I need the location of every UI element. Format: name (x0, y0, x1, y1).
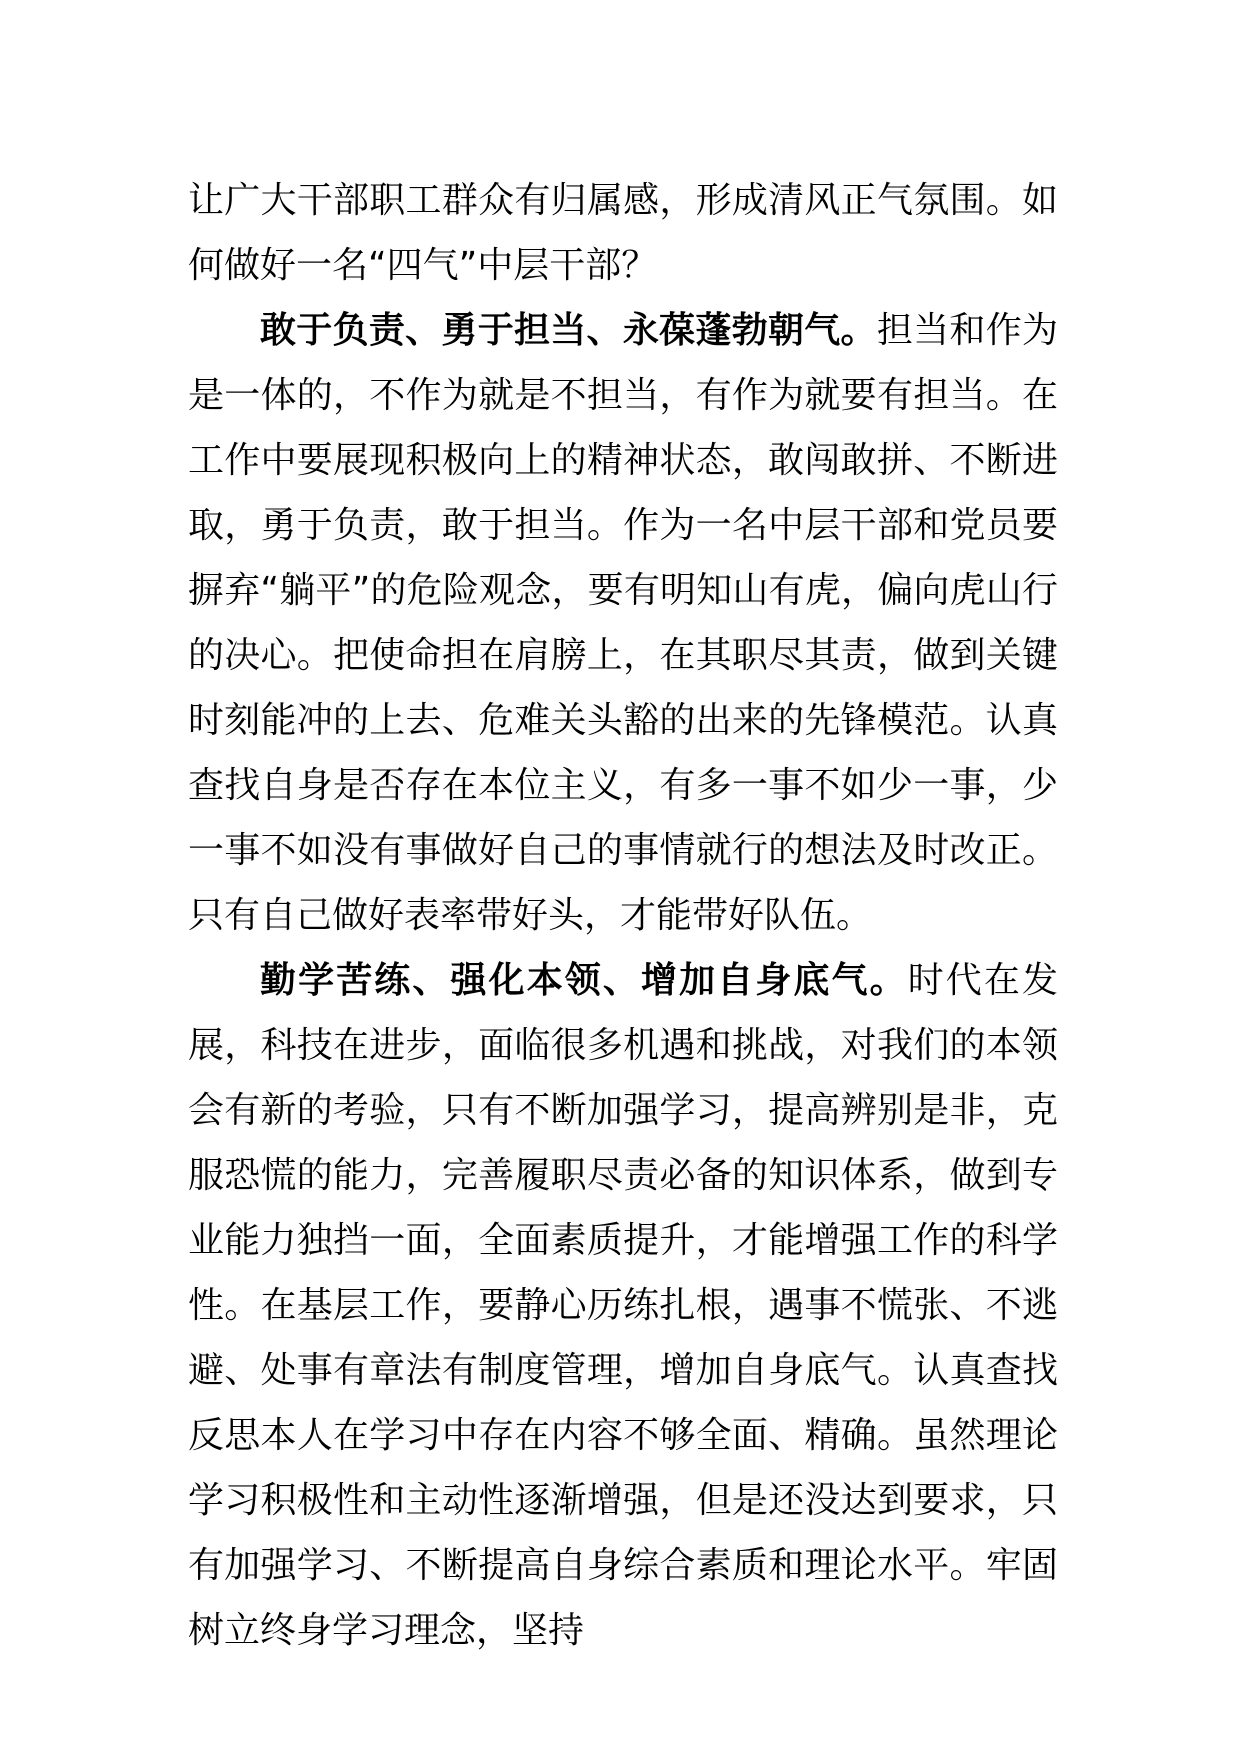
paragraph-heading: 敢于负责、勇于担当、永葆蓬勃朝气。 (260, 310, 877, 351)
paragraph-heading: 勤学苦练、强化本领、增加自身底气。 (260, 960, 908, 1001)
paragraph-text: 担当和作为是一体的，不作为就是不担当，有作为就要有担当。在工作中要展现积极向上的精神状态，敢闯敢拼、不断进取，勇于负责，敢于担当。作为一名中层干部和党员要摒弃“躺平”的危险观念，要有明知山有虎，偏向虎山行的决心。把使命担在肩膀上，在其职尽其责，做到关键时刻能冲的上去、危难关头豁的出来的先锋模范。认真查找自身是否存在本位主义，有多一事不如少一事，少一事不如没有事做好自己的事情就行的想法及时改正。只有自己做好表率带好头，才能带好队伍。 (188, 310, 1058, 936)
paragraph-continuation (188, 168, 1058, 298)
paragraph-text: 让广大干部职工群众有归属感，形成清风正气氛围。如何做好一名“四气”中层干部？ (188, 180, 1058, 286)
paragraph-responsibility (188, 298, 1058, 948)
paragraph-learning (188, 948, 1058, 1663)
paragraph-text: 时代在发展，科技在进步，面临很多机遇和挑战，对我们的本领会有新的考验，只有不断加强学习，提高辨别是非，克服恐慌的能力，完善履职尽责必备的知识体系，做到专业能力独挡一面，全面素质提升，才能增强工作的科学性。在基层工作，要静心历练扎根，遇事不慌张、不逃避、处事有章法有制度管理，增加自身底气。认真查找反思本人在学习中存在内容不够全面、精确。虽然理论学习积极性和主动性逐渐增强，但是还没达到要求，只有加强学习、不断提高自身综合素质和理论水平。牢固树立终身学习理念，坚持 (188, 960, 1058, 1651)
document-body (188, 168, 1058, 1663)
